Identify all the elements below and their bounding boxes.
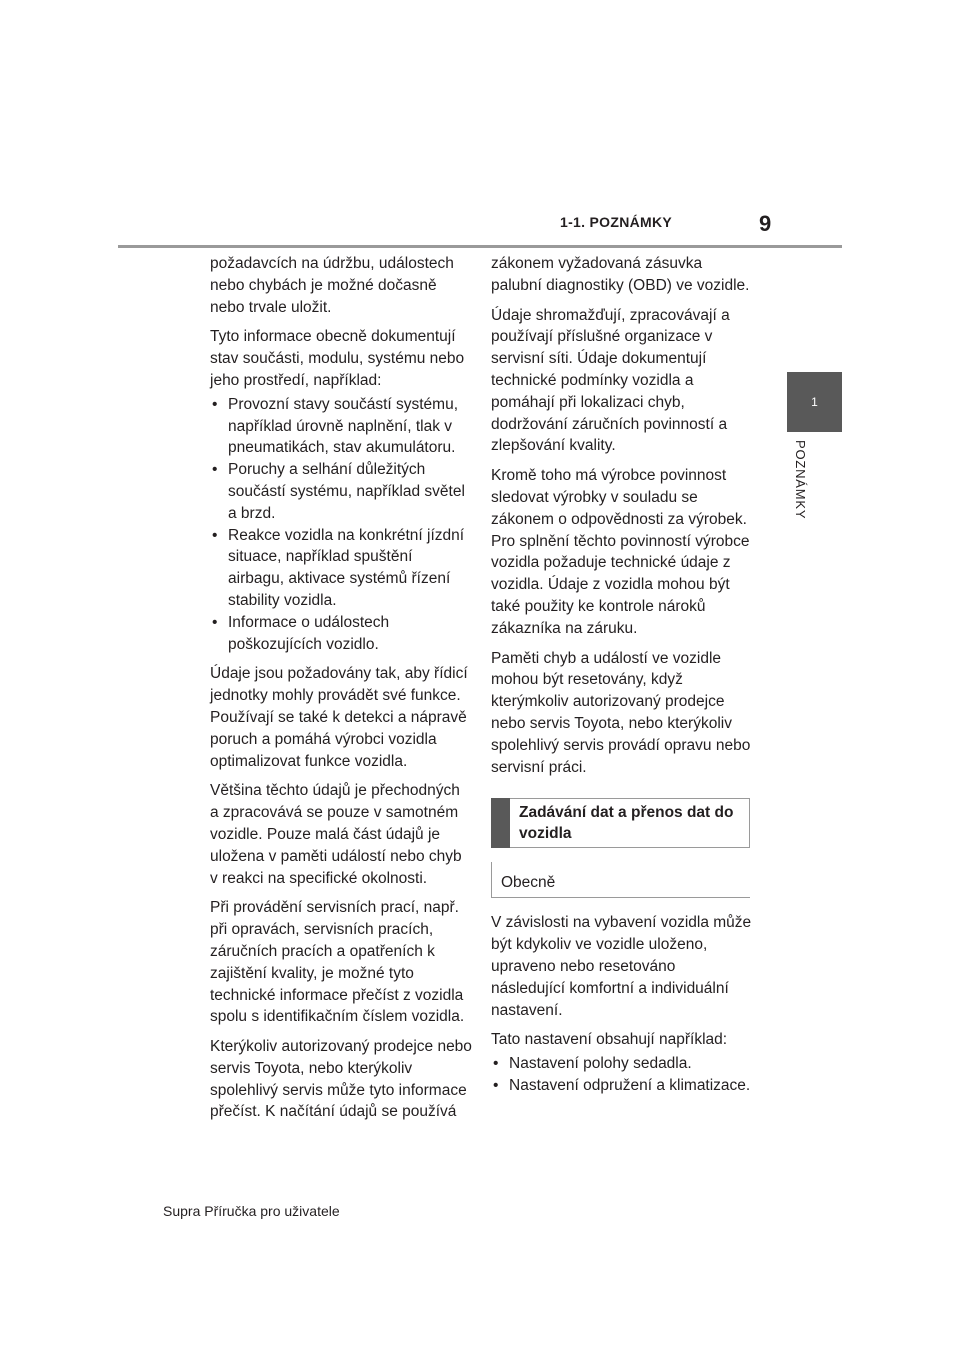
bullet-list [491,1053,753,1097]
paragraph: Paměti chyb a událostí ve vozidle mohou být resetovány, když kterýmkoliv autorizovaný prodejce nebo servis Toyota, nebo kterýkoliv spolehlivý servis provádí opravu nebo servisní práci. [491,649,751,776]
running-header-section: 1-1. POZNÁMKY [560,214,673,230]
page-footer: Supra Příručka pro uživatele [163,1203,340,1219]
chapter-number: 1 [811,395,818,409]
section-heading-bar [491,798,510,848]
header-rule [118,245,842,248]
right-column [491,253,753,1105]
chapter-tab-label: POZNÁMKY [793,440,808,520]
paragraph: V závislosti na vybavení vozidla může být kdykoliv ve vozidle uloženo, upraveno nebo resetováno následující komfortní a individuální nastavení. [491,914,752,1019]
paragraph: Údaje jsou požadovány tak, aby řídicí jednotky mohly provádět své funkce. Používají se také k detekci a nápravě poruch a pomáhá výrobci vozidla optimalizovat funkce vozidla. [210,665,468,770]
paragraph: Většina těchto údajů je přechodných a zpracovává se pouze v samotném vozidle. Pouze malá část údajů je uložena v paměti událostí nebo chyb v reakci na specifické okolnosti. [210,782,462,887]
page-number: 9 [759,211,772,236]
bullet-list [210,394,472,656]
paragraph: zákonem vyžadovaná zásuvka palubní diagnostiky (OBD) ve vozidle. [491,255,750,294]
list-item: • Nastavení polohy sedadla. [491,1053,753,1075]
left-column [210,253,472,1131]
subsection-heading: Obecně [491,862,750,898]
paragraph: Při provádění servisních prací, např. při opravách, servisních pracích, záručních pracích a opatřeních k zajištění kvality, je možné tyto technické informace přečíst z vozidla spolu s identifikačním číslem vozidla. [210,899,465,1026]
paragraph: Kromě toho má výrobce povinnost sledovat výrobky v souladu se zákonem o odpovědnosti za výrobek. Pro splnění těchto povinností výrobce vozidla požaduje technické údaje z vozidla. Údaje z vozidla mohou být také použity ke kontrole nároků zákazníka na záruku. [491,467,750,637]
section-heading-box [491,798,750,848]
paragraph: Údaje shromažďují, zpracovávají a používají příslušné organizace v servisní síti. Údaje dokumentují technické podmínky vozidla a pomáhají při lokalizaci chyb, dodržování záručních povinností a zlepšování kvality. [491,306,730,455]
paragraph: Tato nastavení obsahují například: [491,1031,728,1049]
list-item: • Nastavení odpružení a klimatizace. [491,1075,753,1097]
paragraph: Kterýkoliv autorizovaný prodejce nebo servis Toyota, nebo kterýkoliv spolehlivý servis může tyto informace přečíst. K načítání údajů se používá [210,1038,472,1121]
chapter-tab [787,372,842,432]
list-item: • Provozní stavy součástí systému, například úrovně naplnění, tlak v pneumatikách, stav akumulátoru. [210,394,472,459]
section-heading: Zadávání dat a přenos dat do vozidla [519,804,734,843]
paragraph: Tyto informace obecně dokumentují stav součásti, modulu, systému nebo jeho prostředí, například: [210,328,465,389]
list-item: • Informace o událostech poškozujících vozidlo. [210,612,472,656]
paragraph: požadavcích na údržbu, událostech nebo chybách je možné dočasně nebo trvale uložit. [210,255,454,316]
list-item: • Poruchy a selhání důležitých součástí systému, například světel a brzd. [210,459,472,524]
list-item: • Reakce vozidla na konkrétní jízdní situace, například spuštění airbagu, aktivace systémů řízení stability vozidla. [210,525,472,612]
